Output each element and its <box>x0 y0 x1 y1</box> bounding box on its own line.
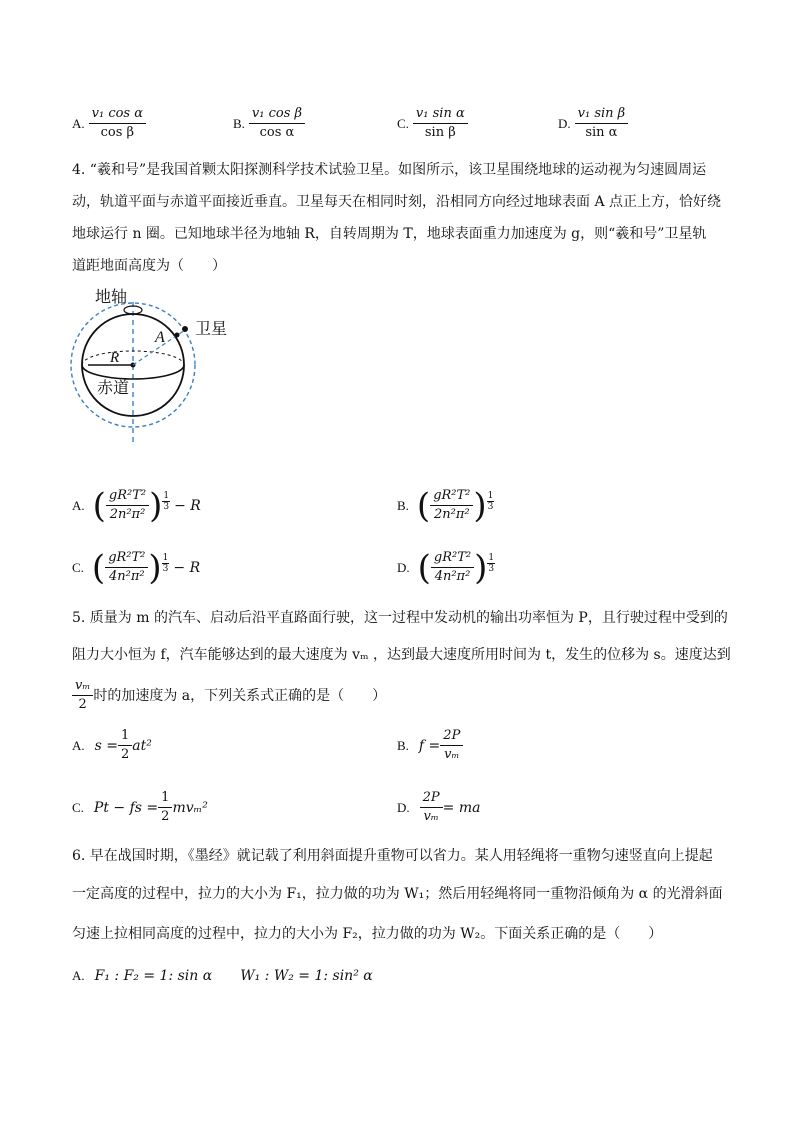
option-letter: C. <box>72 799 84 815</box>
fraction-denominator: 2 <box>161 809 170 824</box>
fraction-numerator: 2P <box>440 728 463 746</box>
fraction <box>575 106 629 141</box>
exponent-numerator: 1 <box>487 491 494 501</box>
q4-line-1: 4. “羲和号”是我国首颗太阳探测科学技术试验卫星。如图所示，该卫星围绕地球的运动视为匀速圆周运 <box>72 162 707 178</box>
q3-option-c[interactable] <box>397 106 468 141</box>
fraction-denominator: sin α <box>585 125 618 140</box>
right-paren: ) <box>474 547 488 588</box>
option-letter: A. <box>72 497 85 513</box>
fraction-denominator: vₘ <box>423 809 439 824</box>
exponent-denominator: 3 <box>488 564 495 574</box>
fraction-denominator: vₘ <box>444 747 460 762</box>
exponent <box>162 491 170 512</box>
q4-line-3: 地球运行 n 圈。已知地球半径为地轴 R，自转周期为 T，地球表面重力加速度为 g，则“羲和号”卫星轨 <box>72 226 707 242</box>
q4-option-b[interactable] <box>397 485 494 526</box>
fraction-denominator: 4n²π² <box>434 569 471 584</box>
q5-line-1: 5. 质量为 m 的汽车、启动后沿平直路面行驶，这一过程中发动机的输出功率恒为 P，且行驶过程中受到的 <box>72 610 728 626</box>
left-paren: ( <box>92 485 106 526</box>
fraction <box>440 728 463 763</box>
fraction <box>105 550 148 585</box>
fraction <box>431 550 474 585</box>
option-tail: − R <box>174 497 201 514</box>
q3-option-b[interactable] <box>233 106 305 141</box>
exponent-denominator: 3 <box>487 502 494 512</box>
q4-option-a[interactable] <box>72 485 201 526</box>
left-paren: ( <box>91 547 106 588</box>
fraction <box>249 106 305 141</box>
option-letter: C. <box>72 559 84 575</box>
option-letter: B. <box>233 115 245 131</box>
radius-label: R <box>110 350 120 366</box>
fraction-denominator: sin β <box>424 125 456 140</box>
fraction-numerator: 1 <box>118 728 132 746</box>
satellite-label: 卫星 <box>195 319 228 338</box>
fraction-numerator: v₁ cos β <box>249 106 305 124</box>
left-paren: ( <box>417 547 431 588</box>
exponent-denominator: 3 <box>162 564 169 574</box>
fraction-denominator: 2n²π² <box>433 507 470 522</box>
q5-option-c[interactable] <box>72 790 208 825</box>
option-lhs: Pt − fs = <box>93 799 159 816</box>
earth-satellite-figure <box>60 280 260 450</box>
option-letter: A. <box>72 737 85 753</box>
q4-option-d[interactable] <box>397 547 495 588</box>
fraction <box>413 106 468 141</box>
option-tail: − R <box>173 559 201 576</box>
q5-line-2: 阻力大小恒为 f，汽车能够达到的最大速度为 vₘ ，达到最大速度所用时间为 t，发生的位移为 s。速度达到 <box>72 647 731 663</box>
fraction-numerator: v₁ sin β <box>575 106 629 124</box>
option-letter: C. <box>397 115 409 131</box>
option-letter: D. <box>558 115 571 131</box>
exponent-numerator: 1 <box>162 553 169 563</box>
option-text: F₁ : F₂ = 1: sin α W₁ : W₂ = 1: sin² α <box>94 968 373 984</box>
exponent <box>487 491 495 512</box>
fraction-numerator: gR²T² <box>106 488 149 506</box>
option-lhs: s = <box>94 737 119 754</box>
right-paren: ) <box>148 547 162 588</box>
fraction-numerator: gR²T² <box>105 550 148 568</box>
q5-option-b[interactable] <box>397 728 463 763</box>
q5-option-d[interactable] <box>397 790 480 825</box>
axis-label: 地轴 <box>95 287 128 306</box>
fraction-denominator: cos α <box>259 125 295 140</box>
option-letter: A. <box>72 968 85 983</box>
fraction <box>158 790 172 825</box>
point-a-label: A <box>155 329 165 346</box>
option-lhs: f = <box>418 737 441 754</box>
q3-option-d[interactable] <box>558 106 628 141</box>
fraction-denominator: 4n²π² <box>108 569 145 584</box>
satellite-dot <box>182 326 188 332</box>
fraction <box>118 728 132 763</box>
option-letter: D. <box>397 559 410 575</box>
fraction <box>430 488 473 523</box>
option-letter: B. <box>397 497 409 513</box>
option-rhs: mvₘ² <box>172 799 208 816</box>
q5-line-3 <box>72 678 386 713</box>
q6-line-2: 一定高度的过程中，拉力的大小为 F₁，拉力做的功为 W₁；然后用轻绳将同一重物沿倾角为 α 的光滑斜面 <box>72 886 723 902</box>
fraction-numerator: vₘ <box>72 678 93 696</box>
fraction-numerator: 1 <box>158 790 172 808</box>
fraction-denominator: 2 <box>78 697 87 712</box>
q4-option-c[interactable] <box>72 547 201 588</box>
fraction <box>72 678 93 713</box>
option-letter: B. <box>397 737 409 753</box>
q6-line-3: 匀速上拉相同高度的过程中，拉力的大小为 F₂，拉力做的功为 W₂。下面关系正确的是（ ） <box>72 926 663 942</box>
q5-option-a[interactable] <box>72 728 152 763</box>
fraction-numerator: 2P <box>420 790 443 808</box>
fraction-numerator: v₁ cos α <box>89 106 146 124</box>
fraction <box>89 106 146 141</box>
q6-line-1: 6. 早在战国时期，《墨经》就记载了利用斜面提升重物可以省力。某人用轻绳将一重物匀速竖直向上提起 <box>72 848 713 864</box>
q4-line-2: 动，轨道平面与赤道平面接近垂直。卫星每天在相同时刻，沿相同方向经过地球表面 A 点正上方，恰好绕 <box>72 194 722 210</box>
right-paren: ) <box>149 485 163 526</box>
fraction-numerator: gR²T² <box>431 550 474 568</box>
right-paren: ) <box>473 485 487 526</box>
option-rhs: at² <box>132 737 152 754</box>
q4-line-4: 道距地面高度为（ ） <box>72 258 226 274</box>
left-paren: ( <box>416 485 431 526</box>
exponent-numerator: 1 <box>488 553 495 563</box>
fraction-numerator: v₁ sin α <box>413 106 468 124</box>
fraction <box>420 790 443 825</box>
fraction-denominator: 2n²π² <box>109 507 146 522</box>
fraction-denominator: 2 <box>121 747 130 762</box>
fraction <box>106 488 149 523</box>
exponent-denominator: 3 <box>163 502 170 512</box>
option-rhs: = ma <box>442 799 481 816</box>
option-letter: D. <box>397 799 410 815</box>
exponent-numerator: 1 <box>163 491 170 501</box>
q5-line-3-text: 时的加速度为 a，下列关系式正确的是（ ） <box>93 687 387 704</box>
q3-option-a[interactable] <box>72 106 146 141</box>
fraction-numerator: gR²T² <box>430 488 473 506</box>
option-letter: A. <box>72 115 85 131</box>
fraction-denominator: cos β <box>100 125 135 140</box>
q6-option-a[interactable] <box>72 966 373 986</box>
exponent <box>162 553 170 574</box>
exponent <box>487 553 495 574</box>
point-a-dot <box>175 333 180 338</box>
equator-label: 赤道 <box>97 378 130 397</box>
